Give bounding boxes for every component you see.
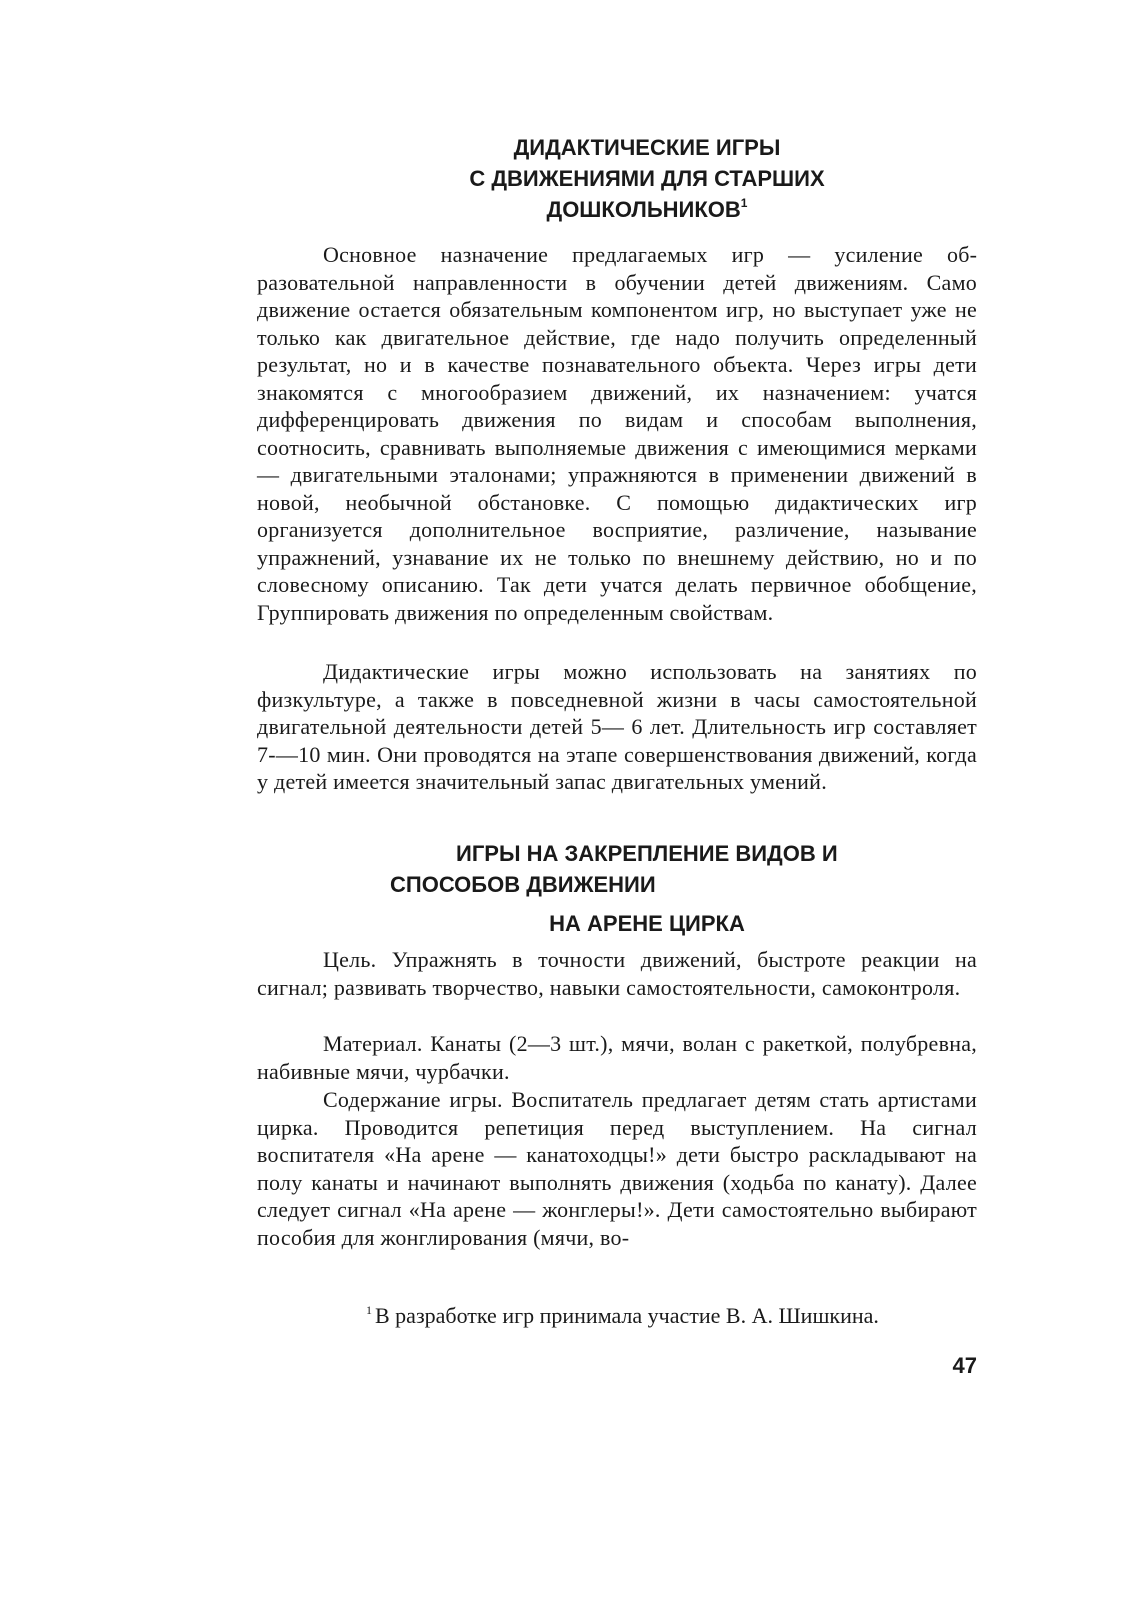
section-heading: [390, 838, 950, 900]
title-line-2: С ДВИЖЕНИЯМИ ДЛЯ СТАРШИХ: [469, 166, 825, 191]
title-line-3: [257, 194, 1037, 225]
game-content-paragraph: Содержание игры. Воспитатель предлагает детям стать артистами цирка. Проводится репетиция перед выступлением. На сигнал воспитателя «На арене — канатоходцы!» дети быстро раскладывают на полу канаты и начинают выполнять движения (ходьба по канату). Далее следует сигнал «На арене — жонглеры!». Дети самостоятельно выбирают пособия для жонглирования (мячи, во-: [257, 1087, 977, 1250]
section-heading-line-2: СПОСОБОВ ДВИЖЕНИИ: [390, 872, 656, 897]
footnote-text: В разработке игр принимала участие В. А. Шишкина.: [375, 1303, 879, 1328]
title-line-3-text: ДОШКОЛЬНИКОВ: [546, 197, 741, 222]
page-title: [257, 132, 1037, 225]
section-heading-line-1: ИГРЫ НА ЗАКРЕПЛЕНИЕ ВИДОВ И: [456, 841, 838, 866]
page-number: 47: [952, 1353, 977, 1378]
title-line-1: ДИДАКТИЧЕСКИЕ ИГРЫ: [513, 135, 781, 160]
game-material-paragraph: Материал. Канаты (2—3 шт.), мячи, волан с ракеткой, полубревна, набивные мячи, чурбачки.: [257, 1031, 977, 1084]
title-footnote-mark: 1: [740, 196, 748, 210]
usage-paragraph: Дидактические игры можно использовать на занятиях по физкультуре, а также в повседневной жизни в часы самостоятельной двигательной деятельности детей 5— 6 лет. Длительность игр составляет 7-—10 мин. Они проводятся на этапе совершенствования движений, когда у детей имеется значительный запас двигательных умений.: [257, 659, 977, 794]
footnote: [366, 1302, 879, 1330]
game-goal-paragraph: Цель. Упражнять в точности движений, быстроте реакции на сигнал; развивать творчество, навыки самостоятельности, самоконтроля.: [257, 947, 977, 1000]
intro-paragraph: Основное назначение предлагаемых игр — усиление образовательной направленности в обучении детей движениям. Само движение остается обязательным компонентом игр, но выступает уже не только как двигательное действие, где надо получить определенный результат, но и в качестве познавательного объекта. Через игры дети знакомятся с многообразием движений, их назначением: учатся дифференцировать движения по видам и способам выполнения, соотносить, сравнивать выполняемые движения с имеющимися мерками — двигательными эталонами; упражняются в применении движений в новой, необычной обстановке. С помощью дидактических игр организуется дополнительное восприятие, различение, называние упражнений, узнавание их не только по внешнему действию, но и по словесному описанию. Так дети учатся делать первичное обобщение, Группировать движения по определенным свойствам.: [257, 242, 977, 625]
game-title: НА АРЕНЕ ЦИРКА: [549, 911, 745, 936]
footnote-mark: 1: [366, 1303, 372, 1317]
